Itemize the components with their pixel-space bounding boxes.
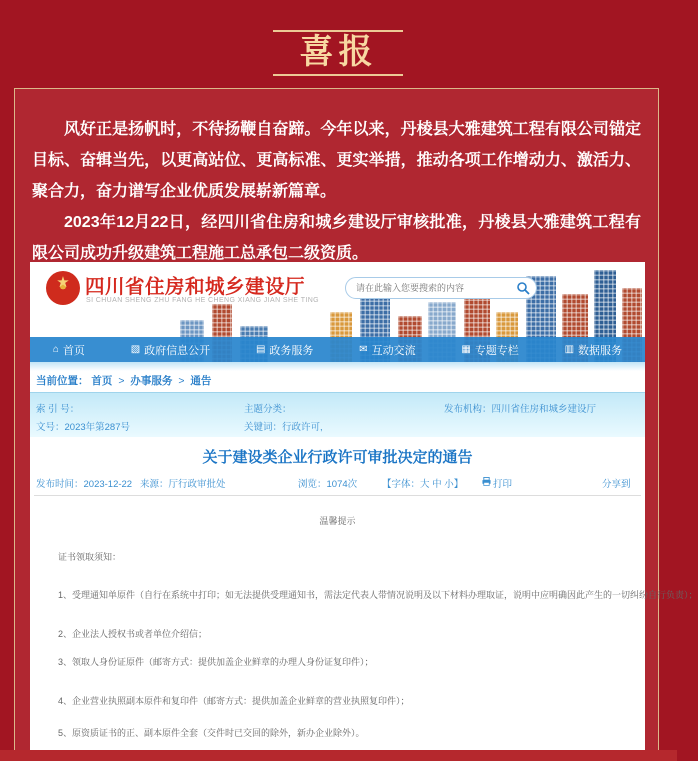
home-icon: ⌂ <box>52 343 59 355</box>
list-item-3: 3、领取人身份证原件（邮寄方式：提供加盖企业鲜章的办理人身份证复印件）； <box>58 657 374 667</box>
breadcrumb-prefix: 当前位置： <box>36 375 89 387</box>
nav-item-label: 专题专栏 <box>474 344 519 357</box>
nav-item-gov-services[interactable] <box>256 342 313 358</box>
nav-item-label: 首页 <box>62 344 85 357</box>
document-info-table <box>30 392 645 437</box>
nav-item-info-disclosure[interactable] <box>131 342 210 358</box>
keywords: 关键词：行政许可, <box>244 422 323 433</box>
breadcrumb-notice-link[interactable]: 通告 <box>190 375 212 387</box>
grid-icon: ▦ <box>461 343 471 355</box>
list-item-4: 4、企业营业执照副本原件和复印件（邮寄方式：提供加盖企业鲜章的营业执照复印件）； <box>58 696 410 706</box>
document-icon: ▧ <box>130 343 141 355</box>
index-number-label: 索 引 号： <box>36 404 80 415</box>
article-title: 关于建设类企业行政许可审批决定的通告 <box>202 449 473 466</box>
breadcrumb-service-link[interactable]: 办事服务 <box>130 375 173 387</box>
document-number: 文号：2023年第287号 <box>36 422 130 433</box>
star-icon: ★ <box>56 274 70 291</box>
site-nav <box>30 337 645 362</box>
meta-divider-line <box>34 495 641 496</box>
publish-time: 发布时间：2023-12-22 <box>36 479 133 490</box>
nav-gradient-strip <box>30 362 645 371</box>
breadcrumb-home-link[interactable]: 首页 <box>91 375 113 387</box>
embedded-website-screenshot <box>30 262 698 750</box>
intro-paragraph-1: 风好正是扬帆时，不待扬鞭自奋蹄。今年以来，丹棱县大雅建筑工程有限公司锚定目标、奋辑当先，以更高站位、更高标准、更实举措，推动各项工作增动力、激活力、聚合力，奋力谱写企业优质发展崭新篇章。 <box>32 121 641 200</box>
view-count: 浏览：1074次 <box>298 479 358 490</box>
site-title: 四川省住房和城乡建设厅 <box>85 276 306 298</box>
breadcrumb-separator: > <box>118 375 125 387</box>
national-emblem-logo <box>46 271 80 305</box>
nav-item-label: 政府信息公开 <box>144 344 211 357</box>
nav-item-label: 互动交流 <box>371 344 416 357</box>
search-icon[interactable] <box>516 281 530 295</box>
article-meta-row <box>30 476 645 492</box>
site-title-pinyin: SI CHUAN SHENG ZHU FANG HE CHENG XIANG JIAN SHE TING <box>86 297 320 304</box>
printer-icon <box>482 477 491 486</box>
intro-paragraph-2: 2023年12月22日，经四川省住房和城乡建设厅审核批准，丹棱县大雅建筑工程有限公司成功升级建筑工程施工总承包二级资质。 <box>32 214 641 262</box>
nav-item-label: 数据服务 <box>578 344 623 357</box>
list-item-2: 2、企业法人授权书或者单位介绍信； <box>58 629 208 639</box>
search-input[interactable] <box>354 279 509 297</box>
nav-item-label: 政务服务 <box>269 344 314 357</box>
banner <box>0 0 677 88</box>
topic-category-label: 主题分类： <box>244 404 292 415</box>
database-icon: ▥ <box>564 343 575 355</box>
article-source: 来源：厅行政审批处 <box>140 479 226 490</box>
nav-item-home[interactable] <box>53 342 85 358</box>
mail-icon: ✉ <box>359 343 368 355</box>
print-button[interactable] <box>482 476 513 490</box>
nav-item-data-services[interactable] <box>565 342 622 358</box>
notice-title: 温馨提示 <box>319 516 356 526</box>
banner-title: 喜报 <box>299 33 378 71</box>
certificate-instructions-heading: 证书领取须知： <box>58 552 122 562</box>
nav-item-interaction[interactable] <box>359 342 415 358</box>
issuing-agency: 发布机构：四川省住房和城乡建设厅 <box>444 404 597 415</box>
breadcrumb-separator: > <box>178 375 185 387</box>
nav-item-special-topics[interactable] <box>461 342 518 358</box>
list-item-5: 5、原资质证书的正、副本原件全套（交件时已交回的除外，新办企业除外）。 <box>58 728 365 738</box>
breadcrumb <box>36 373 211 388</box>
services-icon: ▤ <box>255 343 266 355</box>
share-button[interactable]: 分享到 <box>602 479 631 490</box>
font-size-control[interactable]: 【字体：大 中 小】 <box>382 479 464 490</box>
banner-bottom-line <box>273 74 403 76</box>
print-label: 打印 <box>493 479 513 490</box>
list-item-1: 1、受理通知单原件（自行在系统中打印；如无法提供受理通知书，需法定代表人带情况说明及以下材料办理取证，说明中应明确因此产生的一切纠纷自行负责）； <box>58 590 698 600</box>
bottom-red-bar <box>0 750 677 761</box>
search-box <box>345 277 537 299</box>
banner-top-line <box>273 30 403 32</box>
